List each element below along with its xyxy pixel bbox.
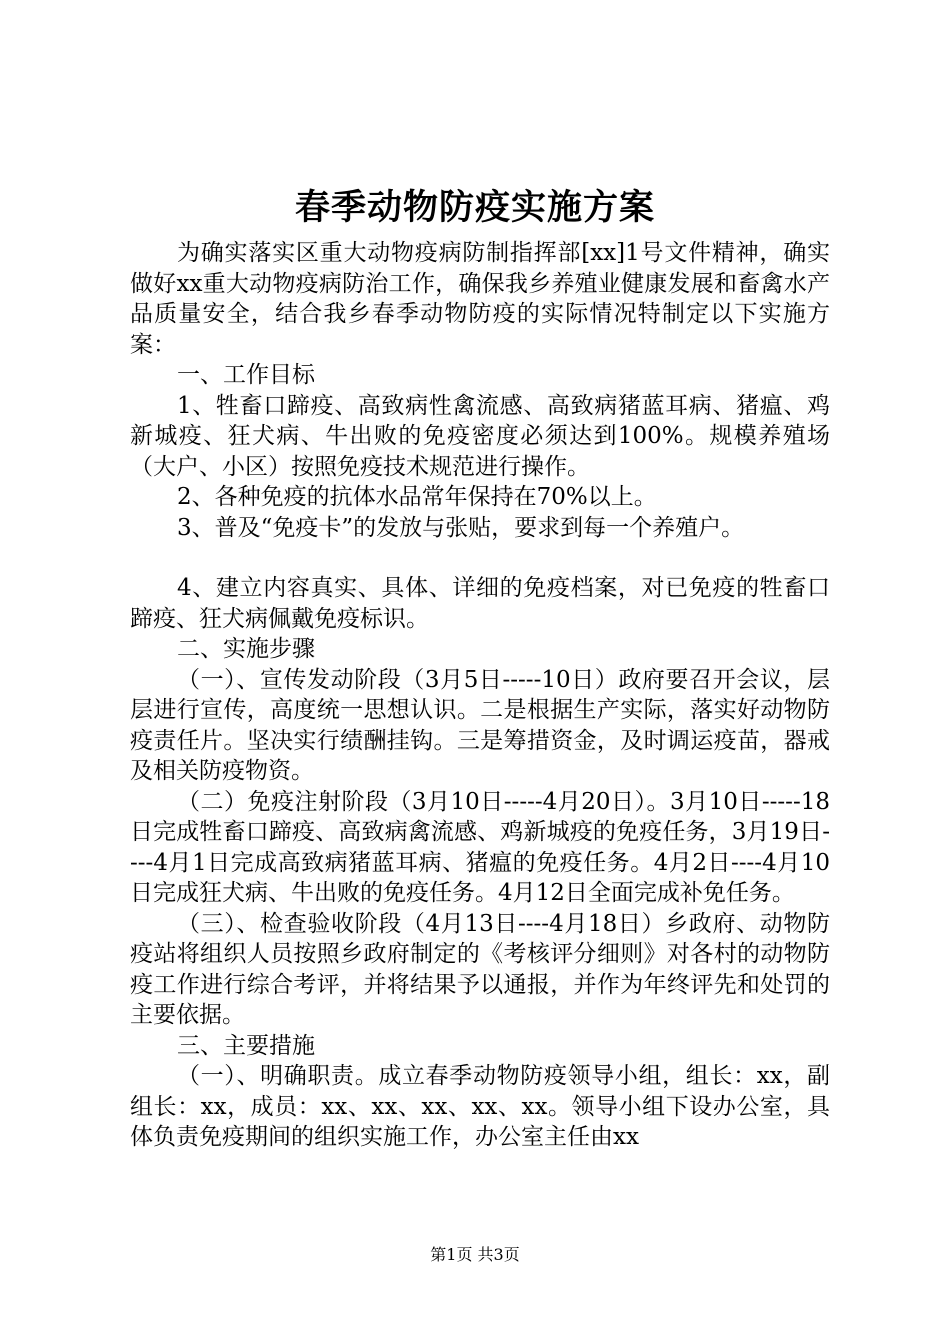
section-heading-steps: 二、实施步骤 [177, 636, 315, 662]
section-heading-measures: 三、主要措施 [177, 1032, 315, 1059]
paragraph-gap [130, 543, 830, 573]
step-item-2: （二）免疫注射阶段（3月10日-----4月20日）。3月10日-----18日完成牲畜口蹄疫、高致病禽流感、鸡新城疫的免疫任务，3月19日----4月1日完成高致病猪蓝耳病、猪瘟的免疫任务。4月2日----4月10日完成狂犬病、牛出败的免疫任务。4月12日全面完成补免任务。 [130, 788, 830, 906]
goal-item-4: 4、建立内容真实、具体、详细的免疫档案，对已免疫的牲畜口蹄疫、狂犬病佩戴免疫标识。 [130, 575, 830, 632]
goal-item-1: 1、牲畜口蹄疫、高致病性禽流感、高致病猪蓝耳病、猪瘟、鸡新城疫、狂犬病、牛出败的免疫密度必须达到100%。规模养殖场（大户、小区）按照免疫技术规范进行操作。 [130, 392, 830, 480]
page-number-footer: 第1页 共3页 [430, 1245, 520, 1264]
step-item-3: （三）、检查验收阶段（4月13日----4月18日）乡政府、动物防疫站将组织人员按照乡政府制定的《考核评分细则》对各村的动物防疫工作进行综合考评，并将结果予以通报，并作为年终评先和处罚的主要依据。 [130, 910, 830, 1028]
step-item-1: （一）、宣传发动阶段（3月5日-----10日）政府要召开会议，层层进行宣传，高度统一思想认识。二是根据生产实际，落实好动物防疫责任片。坚决实行绩酬挂钩。三是筹措资金，及时调运疫苗，器戒及相关防疫物资。 [130, 666, 830, 784]
goal-item-2: 2、各种免疫的抗体水品常年保持在70%以上。 [177, 484, 657, 510]
intro-paragraph: 为确实落实区重大动物疫病防制指挥部[xx]1号文件精神，确实做好xx重大动物疫病防治工作，确保我乡养殖业健康发展和畜禽水产品质量安全，结合我乡春季动物防疫的实际情况特制定以下实施方案： [130, 240, 830, 358]
section-heading-goals: 一、工作目标 [177, 362, 315, 388]
goal-item-3: 3、普及“免疫卡”的发放与张贴，要求到每一个养殖户。 [177, 514, 745, 541]
document-title: 春季动物防疫实施方案 [294, 187, 655, 228]
document-body [130, 238, 830, 1153]
measure-item-1: （一）、明确职责。成立春季动物防疫领导小组，组长：xx，副组长：xx，成员：xx、xx、xx、xx、xx。领导小组下设办公室，具体负责免疫期间的组织实施工作，办公室主任由xx [130, 1063, 830, 1150]
